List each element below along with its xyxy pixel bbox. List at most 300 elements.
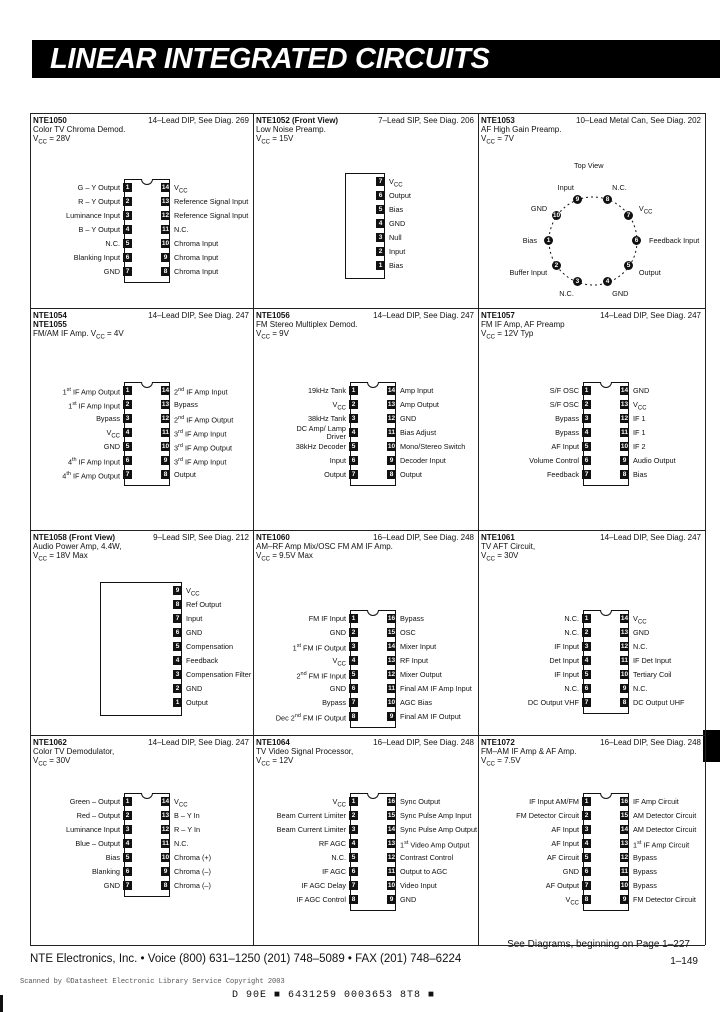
pin-number: 14 [387, 387, 396, 394]
ic-cell-nte1062 [30, 735, 253, 945]
pin-label: Bypass [555, 414, 579, 423]
pin-label: Input [186, 614, 203, 623]
pin-label: $V_{CC}$ [106, 428, 120, 440]
pin-number: 8 [603, 195, 612, 204]
pin-label: AF Input [551, 839, 579, 848]
ic-cell-nte1053 [478, 113, 705, 308]
pin-number: 9 [620, 684, 629, 693]
pin-label: $V_{CC}$ [638, 203, 653, 216]
barcode-line: D 90E ■ 6431259 0003653 8T8 ■ [232, 990, 436, 1001]
pin-number: 10 [620, 882, 629, 889]
pin-label: GND [329, 684, 346, 693]
ic-cell-nte1052 [253, 113, 478, 308]
pin-label: Dec 2nd FM IF Output [275, 713, 346, 723]
cell-title: NTE1056 FM Stereo Multiplex Demod. $V_{CC} = 9V$ [256, 311, 358, 341]
pin-number: 11 [388, 868, 395, 875]
pin-number: 12 [620, 415, 629, 422]
cell-title: NTE1050 Color TV Chroma Demod. $V_{CC} = 28V$ [33, 116, 126, 146]
pin-label: $V_{CC}$ [332, 400, 346, 412]
pin-number: 6 [632, 236, 641, 245]
pin-label: R – Y Output [78, 197, 120, 206]
pin-label: Bypass [633, 867, 657, 876]
pin-number: 2 [582, 400, 591, 409]
pin-label: AM Detector Circuit [633, 825, 697, 834]
pin-number: 4 [349, 656, 358, 665]
pin-number: 16 [620, 798, 629, 805]
pin-label: Sync Output [400, 797, 441, 806]
pin-label: $V_{CC}$ [174, 183, 188, 195]
pin-label: GND [562, 867, 579, 876]
pin-label: Reference Signal Input [174, 211, 249, 220]
pin-number: 7 [349, 698, 358, 707]
pin-number: 8 [582, 895, 591, 904]
pin-number: 5 [349, 853, 358, 862]
pin-label: 38kHz Decoder [295, 442, 346, 451]
package-info: 16–Lead DIP, See Diag. 248 [600, 738, 701, 747]
pin-number: 1 [582, 797, 591, 806]
pin-number: 2 [123, 811, 132, 820]
pin-label: 2nd FM IF Input [296, 671, 346, 681]
pin-label: 3rd IF Amp Output [174, 443, 233, 453]
pin-label: Chroma (–) [174, 867, 211, 876]
pin-number: 14 [620, 826, 629, 833]
pin-label: Red – Output [76, 811, 120, 820]
pin-label: Amp Output [400, 400, 439, 409]
pin-number: 12 [387, 415, 396, 422]
pin-label: OSC [400, 628, 416, 637]
grid-hline [30, 945, 705, 946]
ic-notch [141, 382, 153, 388]
pin-number: 8 [161, 881, 170, 890]
pin-number: 2 [582, 628, 591, 637]
pin-number: 9 [161, 253, 170, 262]
pin-label: Input [329, 456, 346, 465]
pin-label: $V_{CC}$ [186, 586, 200, 598]
ic-notch [600, 382, 612, 388]
pin-number: 6 [582, 456, 591, 465]
pin-number: 6 [349, 456, 358, 465]
ic-notch [141, 179, 153, 185]
pin-number: 5 [173, 642, 182, 651]
pin-number: 1 [349, 797, 358, 806]
pin-label: $V_{CC}$ [565, 895, 579, 907]
pin-label: Sync Pulse Amp Input [400, 811, 472, 820]
pin-number: 8 [387, 470, 396, 479]
pin-label: 1st FM IF Output [292, 643, 346, 653]
pin-label: Output [389, 191, 411, 200]
pin-number: 7 [123, 881, 132, 890]
pin-number: 2 [552, 261, 561, 270]
ic-cell-nte1056 [253, 308, 478, 530]
pin-number: 8 [620, 470, 629, 479]
pin-number: 16 [387, 615, 396, 622]
pin-label: Bias [633, 470, 648, 479]
pin-label: Ref Output [186, 600, 222, 609]
pin-number: 12 [620, 643, 629, 650]
pin-label: GND [400, 414, 417, 423]
pin-number: 4 [349, 428, 358, 437]
pin-number: 1 [173, 698, 182, 707]
pin-number: 1 [123, 386, 132, 395]
pin-number: 10 [387, 443, 396, 450]
pin-number: 3 [573, 277, 582, 286]
pin-label: Mixer Output [400, 670, 442, 679]
pin-label: N.C. [564, 684, 579, 693]
pin-number: 3 [582, 642, 591, 651]
pin-number: 10 [161, 443, 170, 450]
pin-label: Final AM IF Amp Input [400, 684, 472, 693]
pin-number: 1 [544, 236, 553, 245]
package-info: 9–Lead SIP, See Diag. 212 [153, 533, 249, 542]
pin-number: 13 [387, 657, 396, 664]
pin-label: IF Input [554, 642, 579, 651]
ic-cell-nte1064 [253, 735, 478, 945]
pin-number: 13 [161, 198, 170, 205]
pin-number: 6 [123, 253, 132, 262]
pin-label: B – Y In [174, 811, 200, 820]
pin-number: 1 [376, 261, 385, 270]
pin-label: Feedback Input [649, 236, 700, 245]
pin-label: IF 1 [633, 414, 646, 423]
pin-label: DC Output VHF [527, 698, 579, 707]
pin-number: 7 [123, 470, 132, 479]
pin-number: 4 [582, 428, 591, 437]
ic-cell-nte1058 [30, 530, 253, 735]
pin-label: Chroma Input [174, 253, 219, 262]
ic-cell-nte1061 [478, 530, 705, 735]
pin-number: 11 [621, 429, 628, 436]
pin-label: Det Input [549, 656, 579, 665]
pin-label: N.C. [559, 288, 574, 298]
pin-number: 12 [387, 671, 396, 678]
pin-label: FM IF Input [308, 614, 346, 623]
pin-label: IF 2 [633, 442, 646, 451]
page-title: LINEAR INTEGRATED CIRCUITS [50, 43, 490, 75]
pin-label: Bias [522, 236, 537, 245]
pin-label: 1st IF Amp Output [62, 387, 120, 397]
pin-label: Buffer Input [509, 268, 548, 278]
pin-number: 8 [161, 470, 170, 479]
pin-number: 1 [123, 797, 132, 806]
pin-label: FM Detector Circuit [516, 811, 579, 820]
pin-number: 12 [161, 212, 170, 219]
pin-label: Final AM IF Output [400, 712, 461, 721]
pin-number: 1 [123, 183, 132, 192]
pin-number: 9 [620, 456, 629, 465]
page-number: 1–149 [670, 956, 698, 967]
pin-number: 3 [349, 642, 358, 651]
pin-label: GND [389, 219, 406, 228]
pin-label: N.C. [633, 642, 648, 651]
pin-number: 4 [603, 277, 612, 286]
pin-number: 3 [173, 670, 182, 679]
pin-label: Bypass [96, 414, 120, 423]
pin-number: 8 [349, 895, 358, 904]
pin-label: GND [633, 628, 650, 637]
pin-number: 14 [387, 826, 396, 833]
pin-number: 3 [349, 825, 358, 834]
ic-cell-nte1072 [478, 735, 705, 945]
pin-number: 13 [387, 401, 396, 408]
grid-vline [705, 113, 706, 945]
pin-label: Feedback [186, 656, 219, 665]
pin-number: 2 [123, 400, 132, 409]
pin-label: IF AGC Delay [301, 881, 346, 890]
pin-number: 6 [376, 191, 385, 200]
pin-number: 13 [620, 840, 629, 847]
ic-notch [367, 793, 379, 799]
pin-number: 16 [387, 798, 396, 805]
package-info: 16–Lead DIP, See Diag. 248 [373, 738, 474, 747]
pin-label: DC Amp/ Lamp Driver [296, 424, 346, 441]
pin-label: Reference Signal Input [174, 197, 249, 206]
pin-label: AF Input [551, 825, 579, 834]
pin-label: N.C. [105, 239, 120, 248]
pin-label: IF Input [554, 670, 579, 679]
pin-number: 11 [388, 685, 395, 692]
pin-number: 7 [173, 614, 182, 623]
pin-number: 7 [123, 267, 132, 276]
pin-label: Green – Output [69, 797, 120, 806]
pin-number: 11 [621, 868, 628, 875]
pin-label: N.C. [174, 225, 189, 234]
pin-label: Input [389, 247, 406, 256]
pin-label: Feedback [546, 470, 579, 479]
pin-number: 3 [582, 825, 591, 834]
pin-label: Mono/Stereo Switch [400, 442, 466, 451]
pin-label: 1st IF Amp Input [68, 401, 120, 411]
pin-label: Blue – Output [75, 839, 120, 848]
pin-label: Bypass [555, 428, 579, 437]
pin-label: Tertiary Coil [633, 670, 672, 679]
ic-notch [600, 610, 612, 616]
pin-number: 3 [123, 414, 132, 423]
pin-number: 10 [161, 854, 170, 861]
scan-edge [0, 995, 3, 1012]
cell-title: NTE1061 TV AFT Circuit, $V_{CC} = 30V$ [481, 533, 536, 563]
pin-label: Amp Input [400, 386, 434, 395]
package-info: 16–Lead DIP, See Diag. 248 [373, 533, 474, 542]
pin-number: 4 [123, 428, 132, 437]
pin-label: GND [400, 895, 417, 904]
pin-label: GND [103, 442, 120, 451]
package-info: 14–Lead DIP, See Diag. 247 [373, 311, 474, 320]
pin-number: 2 [173, 684, 182, 693]
can-view-label: Top View [574, 161, 604, 170]
pin-label: AM Detector Circuit [633, 811, 697, 820]
pin-label: Output [186, 698, 208, 707]
pin-number: 12 [620, 854, 629, 861]
pin-number: 13 [387, 840, 396, 847]
pin-label: AGC Bias [400, 698, 433, 707]
cell-title: NTE1060 AM–RF Amp Mix/OSC FM AM IF Amp. $V_{CC} = 9.5V$ Max [256, 533, 393, 563]
pin-label: Bypass [633, 853, 657, 862]
ic-notch [600, 793, 612, 799]
pin-number: 4 [349, 839, 358, 848]
pin-label: Output [174, 470, 196, 479]
pin-label: Luminance Input [66, 825, 120, 834]
pin-number: 15 [620, 812, 629, 819]
pin-label: N.C. [331, 853, 346, 862]
pin-number: 14 [161, 798, 170, 805]
pin-number: 14 [620, 615, 629, 622]
pin-label: Compensation [186, 642, 234, 651]
pin-label: Output to AGC [400, 867, 448, 876]
pin-number: 5 [582, 853, 591, 862]
package-info: 10–Lead Metal Can, See Diag. 202 [576, 116, 701, 125]
pin-number: 5 [582, 442, 591, 451]
pin-number: 7 [349, 881, 358, 890]
pin-label: 4th IF Amp Output [62, 471, 120, 481]
pin-number: 13 [620, 401, 629, 408]
ic-cell-nte1054 [30, 308, 253, 530]
pin-label: RF AGC [318, 839, 346, 848]
pin-number: 5 [123, 442, 132, 451]
pin-number: 3 [349, 414, 358, 423]
pin-label: $V_{CC}$ [389, 177, 403, 189]
pin-number: 6 [582, 684, 591, 693]
pin-number: 8 [173, 600, 182, 609]
pin-label: GND [103, 267, 120, 276]
pin-label: Chroma (+) [174, 853, 212, 862]
pin-label: N.C. [174, 839, 189, 848]
pin-label: R – Y In [174, 825, 201, 834]
pin-label: Output [400, 470, 422, 479]
pin-number: 13 [161, 401, 170, 408]
cell-title: NTE1054 NTE1055 FM/AM IF Amp. $V_{CC} = 4V$ [33, 311, 124, 341]
pin-label: $V_{CC}$ [633, 614, 647, 626]
pin-label: Beam Current Limiter [276, 825, 346, 834]
pin-label: Null [389, 233, 402, 242]
pin-number: 14 [161, 387, 170, 394]
pin-label: Luminance Input [66, 211, 120, 220]
pin-label: 1st IF Amp Circuit [633, 840, 690, 850]
package-info: 14–Lead DIP, See Diag. 269 [148, 116, 249, 125]
pin-number: 5 [349, 670, 358, 679]
ic-notch [141, 793, 153, 799]
pin-number: 13 [620, 629, 629, 636]
pin-label: GND [329, 628, 346, 637]
pin-number: 2 [123, 197, 132, 206]
pin-number: 7 [376, 177, 385, 186]
pin-number: 8 [161, 267, 170, 276]
pin-number: 12 [387, 854, 396, 861]
pin-label: IF Det Input [633, 656, 672, 665]
ic-cell-nte1057 [478, 308, 705, 530]
pin-label: Bias [389, 205, 404, 214]
pin-label: Bias Adjust [400, 428, 437, 437]
pin-number: 7 [349, 470, 358, 479]
pin-number: 4 [123, 839, 132, 848]
pin-number: 11 [162, 429, 169, 436]
pin-number: 3 [123, 211, 132, 220]
pin-label: AF Circuit [546, 853, 579, 862]
pin-number: 6 [123, 867, 132, 876]
pin-label: 4th IF Amp Input [67, 457, 120, 467]
pin-label: Contrast Control [400, 853, 454, 862]
pin-label: IF AGC [322, 867, 346, 876]
pin-label: GND [186, 684, 203, 693]
pin-label: 2nd IF Amp Input [174, 387, 228, 397]
pin-number: 6 [349, 867, 358, 876]
pin-number: 5 [624, 261, 633, 270]
cell-title: NTE1053 AF High Gain Preamp. $V_{CC} = 7V$ [481, 116, 562, 146]
pin-number: 4 [582, 839, 591, 848]
pin-label: Chroma Input [174, 267, 219, 276]
pin-number: 11 [388, 429, 395, 436]
pin-number: 9 [620, 895, 629, 904]
pin-number: 2 [349, 628, 358, 637]
pin-number: 7 [624, 211, 633, 220]
pin-label: DC Output UHF [633, 698, 685, 707]
pin-label: Compensation Filter [186, 670, 252, 679]
pin-label: 19kHz Tank [308, 386, 346, 395]
pin-number: 3 [376, 233, 385, 242]
pin-number: 9 [387, 712, 396, 721]
pin-label: B – Y Output [78, 225, 120, 234]
pin-label: Volume Control [529, 456, 579, 465]
ic-cell-nte1060 [253, 530, 478, 735]
pin-label: FM Detector Circuit [633, 895, 696, 904]
pin-label: Blanking [92, 867, 120, 876]
pin-label: GND [103, 881, 120, 890]
pin-number: 6 [582, 867, 591, 876]
cell-title: NTE1052 (Front View) Low Noise Preamp. $V_{CC} = 15V$ [256, 116, 339, 146]
pin-label: Output [638, 268, 661, 278]
sip-body [100, 582, 182, 716]
pin-number: 12 [161, 415, 170, 422]
pin-label: GND [530, 203, 548, 213]
pin-label: AF Output [545, 881, 579, 890]
pin-number: 9 [173, 586, 182, 595]
pin-number: 7 [582, 698, 591, 707]
pin-number: 14 [161, 184, 170, 191]
pin-number: 15 [387, 629, 396, 636]
pin-label: Blanking Input [73, 253, 120, 262]
pin-number: 8 [349, 712, 358, 721]
pin-number: 13 [161, 812, 170, 819]
pin-label: GND [633, 386, 650, 395]
pin-number: 10 [620, 671, 629, 678]
pin-number: 1 [349, 614, 358, 623]
pin-number: 1 [349, 386, 358, 395]
pin-number: 10 [552, 211, 561, 219]
package-info: 14–Lead DIP, See Diag. 247 [600, 311, 701, 320]
pin-number: 6 [123, 456, 132, 465]
pin-number: 1 [582, 386, 591, 395]
pin-number: 4 [173, 656, 182, 665]
pin-number: 8 [620, 698, 629, 707]
metal-can-outline [478, 113, 705, 308]
cell-title: NTE1062 Color TV Demodulator, $V_{CC} = 30V$ [33, 738, 115, 768]
pin-number: 11 [162, 840, 169, 847]
pin-label: N.C. [564, 628, 579, 637]
header-bar [32, 40, 720, 78]
pin-label: N.C. [564, 614, 579, 623]
pin-number: 10 [387, 699, 396, 706]
pin-label: Bias [389, 261, 404, 270]
pin-number: 10 [387, 882, 396, 889]
cell-title: NTE1057 FM IF Amp, AF Preamp $V_{CC} = 12V$ Typ [481, 311, 565, 341]
pin-number: 12 [161, 826, 170, 833]
pin-label: Audio Output [633, 456, 676, 465]
ic-cell-nte1050 [30, 113, 253, 308]
pin-label: 2nd IF Amp Output [174, 415, 234, 425]
pin-number: 9 [387, 456, 396, 465]
pin-label: 1st Video Amp Output [400, 840, 470, 850]
cell-title: NTE1072 FM–AM IF Amp & AF Amp. $V_{CC} = 7.5V$ [481, 738, 577, 768]
pin-label: Bypass [322, 698, 346, 707]
